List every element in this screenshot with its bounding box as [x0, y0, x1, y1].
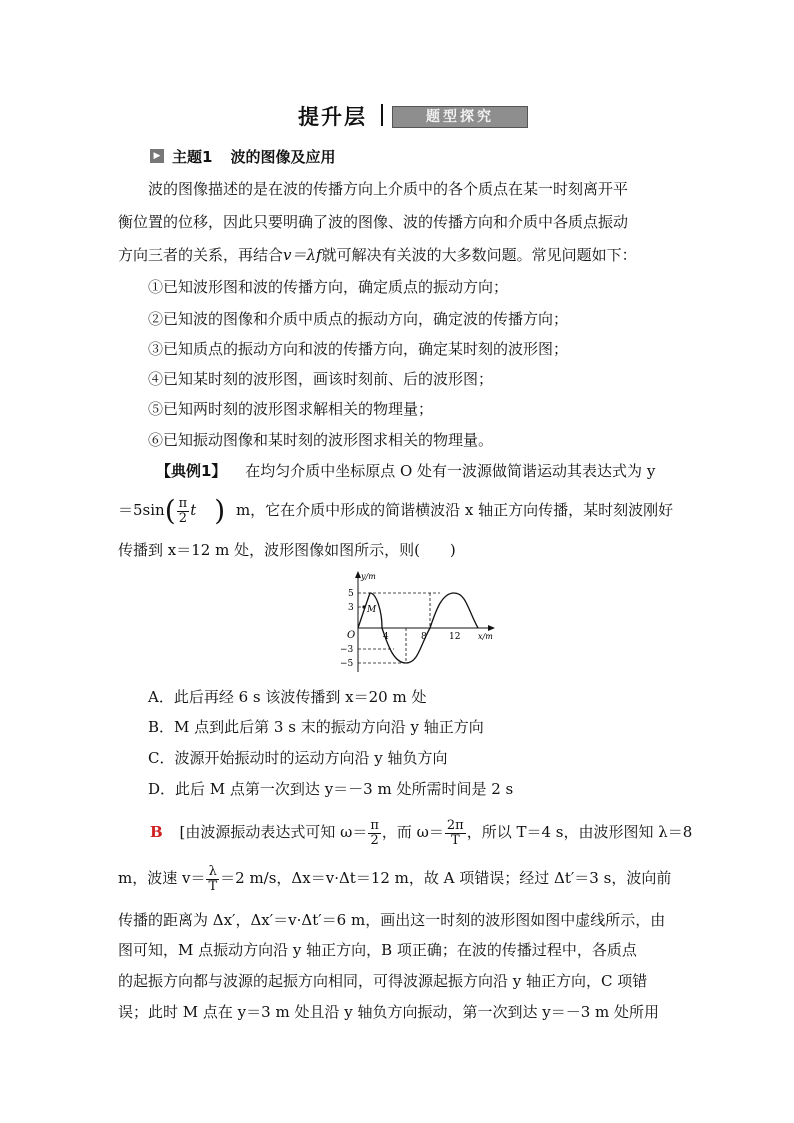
example-label: 【典例1】: [156, 462, 227, 480]
y-tick-label: −3: [340, 645, 354, 655]
y-axis-label: y/m: [361, 572, 376, 581]
option-d: D．此后 M 点第一次到达 y＝－3 m 处所需时间是 2 s: [148, 780, 514, 798]
fraction-denominator: 2: [178, 510, 188, 526]
intro-line-3-b: 就可解决有关波的大多数问题。常见问题如下：: [321, 246, 637, 264]
fraction-numerator: λ: [206, 865, 219, 880]
fraction-denominator: 2: [370, 832, 379, 848]
option-a: A．此后再经 6 s 该波传播到 x＝20 m 处: [148, 688, 427, 706]
example-line-3: 传播到 x＝12 m 处，波形图像如图所示，则( ): [118, 541, 456, 559]
answer-line-3: 传播的距离为 Δx′，Δx′＝v·Δt′＝6 m，画出这一时刻的波形图如图中虚线所示，由: [118, 911, 666, 929]
option-b: B．M 点到此后第 3 s 末的振动方向沿 y 轴正方向: [148, 718, 484, 736]
problem-item: ①已知波形图和波的传播方向，确定质点的振动方向；: [148, 278, 509, 296]
y-tick-label: −5: [340, 659, 354, 669]
topic-label: 主题1: [172, 148, 213, 166]
intro-line-1: 波的图像描述的是在波的传播方向上介质中的各个质点在某一时刻离开平: [148, 180, 629, 198]
answer-line-4: 图可知，M 点振动方向沿 y 轴正方向，B 项正确；在波的传播过程中，各质点: [118, 941, 637, 959]
example-line-1: [156, 461, 655, 481]
time-var: t: [190, 501, 197, 519]
answer-fraction: [445, 819, 466, 848]
answer-line-5: 的起振方向都与波源的起振方向相同，可得波源起振方向沿 y 轴正方向，C 项错: [118, 972, 648, 990]
fraction-numerator: 2π: [446, 817, 464, 833]
example-text-2: m，它在介质中形成的简谐横波沿 x 轴正方向传播，某时刻波刚好: [235, 501, 674, 519]
section-title: 提升层: [298, 105, 367, 129]
answer-text-2a: m，波速 v＝: [118, 869, 206, 887]
fraction-denominator: T: [208, 878, 218, 894]
answer-line-2: [118, 860, 671, 896]
x-axis-label: x/m: [478, 632, 493, 641]
problem-item: ⑤已知两时刻的波形图求解相关的物理量；: [148, 400, 434, 418]
answer-text-2b: ＝2 m/s，Δx＝v·Δt＝12 m，故 A 项错误；经过 Δt′＝3 s，波向前: [220, 869, 672, 887]
problem-item: ②已知波的图像和介质中质点的振动方向，确定波的传播方向；: [148, 310, 569, 328]
topic-title: 波的图像及应用: [230, 148, 336, 166]
fraction-denominator: T: [450, 832, 460, 848]
fraction-numerator: π: [178, 495, 188, 511]
x-tick-label: 4: [383, 632, 389, 642]
intro-line-2: 衡位置的位移，因此只要明确了波的图像、波的传播方向和介质中各质点振动: [118, 213, 629, 231]
title-divider: [381, 104, 383, 126]
answer-text-1a: [由波源振动表达式可知 ω＝: [179, 823, 368, 841]
answer-fraction: [206, 865, 219, 894]
problem-item: ④已知某时刻的波形图，画该时刻前、后的波形图；: [148, 370, 494, 388]
answer-line-6: 误；此时 M 点在 y＝3 m 处且沿 y 轴负方向振动，第一次到达 y＝－3 m 处所用: [118, 1003, 659, 1021]
point-m: [362, 605, 365, 608]
example-eq-start: ＝5sin: [118, 501, 165, 519]
example-line-2: ＝5sin( $\frac{\pi}{2}$ t ) m，它在介质中形成的简谐横波沿 x 轴正方向传播，某时刻波刚好: [118, 494, 674, 527]
problem-item: ③已知质点的振动方向和波的传播方向，确定某时刻的波形图；: [148, 340, 569, 358]
fraction-numerator: π: [370, 817, 379, 833]
option-c: C．波源开始振动时的运动方向沿 y 轴负方向: [148, 749, 448, 767]
topic-heading: [172, 146, 353, 167]
intro-line-3: [118, 245, 637, 265]
answer-fraction: [368, 819, 381, 848]
answer-line-1: [150, 814, 692, 850]
example-text-1: 在均匀介质中坐标原点 O 处有一波源做简谐运动其表达式为 y: [245, 462, 656, 480]
x-tick-label: 8: [421, 632, 427, 642]
wave-formula: v＝λf: [283, 246, 322, 264]
play-icon: ▶: [150, 149, 164, 163]
section-tag: 题型探究: [392, 106, 528, 128]
origin-label: O: [347, 630, 356, 641]
answer-text-1c: ，所以 T＝4 s，由波形图知 λ＝8: [466, 823, 693, 841]
x-axis-arrow: [488, 625, 495, 631]
intro-line-3-a: 方向三者的关系，再结合: [118, 246, 284, 264]
y-tick-label: 3: [348, 603, 354, 613]
problem-item: ⑥已知振动图像和某时刻的波形图求相关的物理量。: [148, 431, 494, 449]
y-tick-label: 5: [348, 589, 354, 599]
x-tick-label: 12: [449, 632, 461, 642]
answer-letter: B: [150, 823, 163, 841]
example-fraction: [177, 497, 190, 526]
answer-text-1b: ，而 ω＝: [381, 823, 444, 841]
point-m-label: M: [367, 605, 377, 615]
wave-graph: [330, 568, 500, 678]
